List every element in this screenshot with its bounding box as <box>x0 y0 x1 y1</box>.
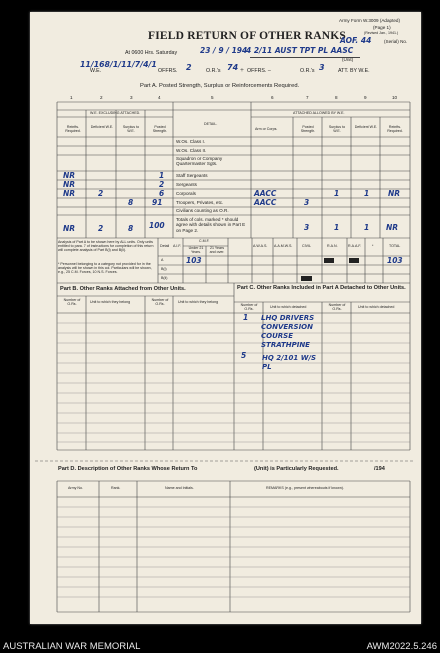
part-c-entry-2-num: 5 <box>241 351 247 360</box>
serial-value: AOF. 44 <box>340 36 372 45</box>
totals-c9: 1 <box>364 223 370 232</box>
part-c-head-num-1: Number of O.Rs. <box>240 303 258 311</box>
analysis-head-civil: CIVIL <box>302 244 311 248</box>
sergeants-c4: 2 <box>159 180 165 189</box>
ors-label: O.R.'s <box>206 68 221 74</box>
plus-sign: + <box>240 66 244 74</box>
head-surplus-we: Surplus to W.E. <box>122 125 140 133</box>
head-arm-corps: Arm or Corps. <box>255 127 278 131</box>
ors2-value: 3 <box>319 63 325 72</box>
corporals-c8: 1 <box>334 189 340 198</box>
attached-allowed-head: ATTACHED ALLOWED BY W.E. <box>293 111 345 115</box>
analysis-head-cmf: C.M.F. <box>199 239 210 243</box>
part-d-head-army-no: Army No. <box>68 486 83 490</box>
col-num-10: 10 <box>392 95 398 100</box>
col-num-6: 6 <box>271 95 274 100</box>
troopers-c3: 8 <box>128 198 134 207</box>
analysis-blackout-civil <box>301 276 312 281</box>
troopers-c7: 3 <box>304 198 310 207</box>
part-c-head-unit-1: Unit to which detached <box>270 305 307 309</box>
col-num-1: 1 <box>70 95 73 100</box>
part-d-head-remarks: REMARKS (e.g., present whereabouts if known). <box>266 486 344 490</box>
part-d-title-end: /194 <box>374 466 385 472</box>
army-form-label: Army Form W.3009 (Adapted) <box>339 18 401 23</box>
ors-value: 74 <box>227 63 239 72</box>
serial-label: (Serial) No. <box>384 39 408 44</box>
col-num-8: 8 <box>335 95 338 100</box>
part-d-title: Part D. Description of Other Ranks Whose Return To <box>58 466 198 472</box>
we-excluding-attached-head: W.E. EXCLUDING ATTACHED. <box>90 111 141 115</box>
analysis-total-value: 103 <box>387 256 403 265</box>
offrs-label: OFFRS. <box>158 68 178 74</box>
troopers-c6: AACC <box>254 198 277 207</box>
totals-c7: 3 <box>304 223 310 232</box>
analysis-head-21over: 21 Years and over. <box>209 246 225 254</box>
analysis-head-aif: A.I.F. <box>173 244 182 248</box>
detail-civilians: Civilians counting as O.R. <box>176 208 229 213</box>
footer-accession: AWM2022.5.246 <box>366 641 437 652</box>
part-c-entry-1-num: 1 <box>243 313 249 322</box>
col-num-7: 7 <box>306 95 309 100</box>
att-label: ATT. BY W.E. <box>338 68 370 74</box>
staff-sgts-c1: NR <box>63 171 76 180</box>
part-c-head-num-2: Number of O.Rs. <box>328 303 346 311</box>
detail-cqms: Squadron or Company Quartermaster Sgts. <box>176 156 223 166</box>
revised-label: (Revised Jan., 1941.) <box>364 31 399 35</box>
we-label: W.E. <box>90 68 102 74</box>
head-deficient-we: Deficient W.E. <box>90 125 114 129</box>
analysis-head-under21: Under 21 Years. <box>188 246 204 254</box>
head-surplus-we-2: Surplus to W.E. <box>328 125 346 133</box>
corporals-c4: 6 <box>159 189 165 198</box>
footer-credit: AUSTRALIAN WAR MEMORIAL <box>3 641 141 652</box>
detail-troopers: Troopers, Privates, etc. <box>176 200 224 205</box>
date-value: 23 / 9 / 194 <box>200 46 248 55</box>
sergeants-c1: NR <box>63 180 76 189</box>
col-num-4: 4 <box>158 95 161 100</box>
part-c-head-unit-2: Unit to which detached <box>358 305 395 309</box>
detail-head: DETAIL. <box>204 122 218 126</box>
analysis-row-bii: B(ii) <box>161 276 168 280</box>
head-deficient-we-2: Deficient W.E. <box>354 125 378 129</box>
analysis-note: * Personnel belonging to a category not provided for in the analysis will be shown in this col. Particulars will be shown, e.g., 25 C.M. Forces, 10 N.S. Forces. <box>58 262 152 275</box>
analysis-head-star: * <box>372 244 374 248</box>
detail-corporals: Corporals <box>176 191 196 196</box>
detail-sergeants: Sergeants <box>176 182 197 187</box>
part-c-entry-2-text: HQ 2/101 W/S PL <box>262 354 317 372</box>
totals-c1: NR <box>63 224 76 233</box>
totals-c8: 1 <box>334 223 340 232</box>
analysis-blackout-ran <box>324 258 334 263</box>
unit-value: 4 2/11 AUST TPT PL AASC <box>246 46 354 55</box>
col-num-3: 3 <box>130 95 133 100</box>
detail-totals: Totals of cols. marked * should agree with details shown in Part E on Page 2. <box>176 217 246 233</box>
corporals-c10: NR <box>388 189 401 198</box>
corporals-c2: 2 <box>98 189 104 198</box>
unit-label: (Unit) <box>342 57 354 62</box>
head-reinfts-required-2: Reinfts. Required. <box>387 125 403 133</box>
offrs2-label: OFFRS. – <box>247 68 271 74</box>
analysis-aif-value: 103 <box>186 256 202 265</box>
detail-wo1: W.Os. Class I. <box>176 139 206 144</box>
part-b-head-unit-1: Unit to which they belong <box>90 300 131 304</box>
staff-sgts-c4: 1 <box>159 171 165 180</box>
totals-c3: 8 <box>128 224 134 233</box>
col-num-5: 5 <box>211 95 214 100</box>
col-num-2: 2 <box>100 95 103 100</box>
analysis-row-bi: B(i) <box>161 267 167 271</box>
analysis-head-awas: A.W.A.S. <box>253 244 268 248</box>
part-d-head-name: Name and Initials. <box>165 486 194 490</box>
part-c-title: Part C. Other Ranks Included in Part A Detached to Other Units. <box>237 285 406 291</box>
totals-c4: 100 <box>149 221 165 230</box>
analysis-head-ran: R.A.N. <box>327 244 338 248</box>
offrs-value: 2 <box>186 63 192 72</box>
part-d-head-rank: Rank. <box>111 486 121 490</box>
col-num-9: 9 <box>364 95 367 100</box>
detail-staff-sgts: Staff Sergeants <box>176 173 208 178</box>
we-value: 11/168/1/11/7/4/1 <box>80 60 157 69</box>
detail-wo2: W.Os. Class II. <box>176 148 207 153</box>
analysis-row-a: A <box>161 258 164 262</box>
part-c-entry-1-text: LHQ DRIVERS CONVERSION COURSE STRATHPINE <box>261 314 315 350</box>
part-a-title: Part A. Posted Strength, Surplus or Reinforcements Required. <box>140 83 300 89</box>
troopers-c4: 91 <box>152 198 163 207</box>
footer-bar <box>0 638 440 653</box>
form-title: FIELD RETURN OF OTHER RANKS <box>148 30 346 42</box>
part-b-head-num-2: Number of O.Rs. <box>151 298 169 306</box>
ors2-label: O.R.'s <box>300 68 315 74</box>
part-b-head-num-1: Number of O.Rs. <box>63 298 81 306</box>
analysis-head-total: TOTAL <box>389 244 401 248</box>
analysis-text: Analysis of Part A to be shown here by ALL units. Only units entitled to para. 7 of instructions for completion of this return will complete analysis of Part B(i) and B(ii). <box>58 240 154 253</box>
head-posted-strength: Posted Strength. <box>152 125 168 133</box>
corporals-c6: AACC <box>254 189 277 198</box>
analysis-head-detail: Detail <box>160 244 170 248</box>
at-line: At 0600 Hrs. Saturday <box>125 50 178 56</box>
part-b-title: Part B. Other Ranks Attached from Other Units. <box>60 286 186 292</box>
head-posted-strength-2: Posted Strength. <box>300 125 316 133</box>
part-b-head-unit-2: Unit to which they belong <box>178 300 219 304</box>
totals-c2: 2 <box>98 224 104 233</box>
head-reinfts-required: Reinfts. Required. <box>65 125 81 133</box>
corporals-c9: 1 <box>364 189 370 198</box>
corporals-c1: NR <box>63 189 76 198</box>
analysis-blackout-raaf <box>349 258 359 263</box>
totals-c10: NR <box>386 223 399 232</box>
part-d-title-mid: (Unit) is Particularly Requested. <box>254 466 339 472</box>
analysis-head-aamws: A.A.M.W.S. <box>274 244 293 248</box>
page-label: (Page 1) <box>373 25 391 30</box>
analysis-head-raaf: R.A.A.F. <box>348 244 362 248</box>
